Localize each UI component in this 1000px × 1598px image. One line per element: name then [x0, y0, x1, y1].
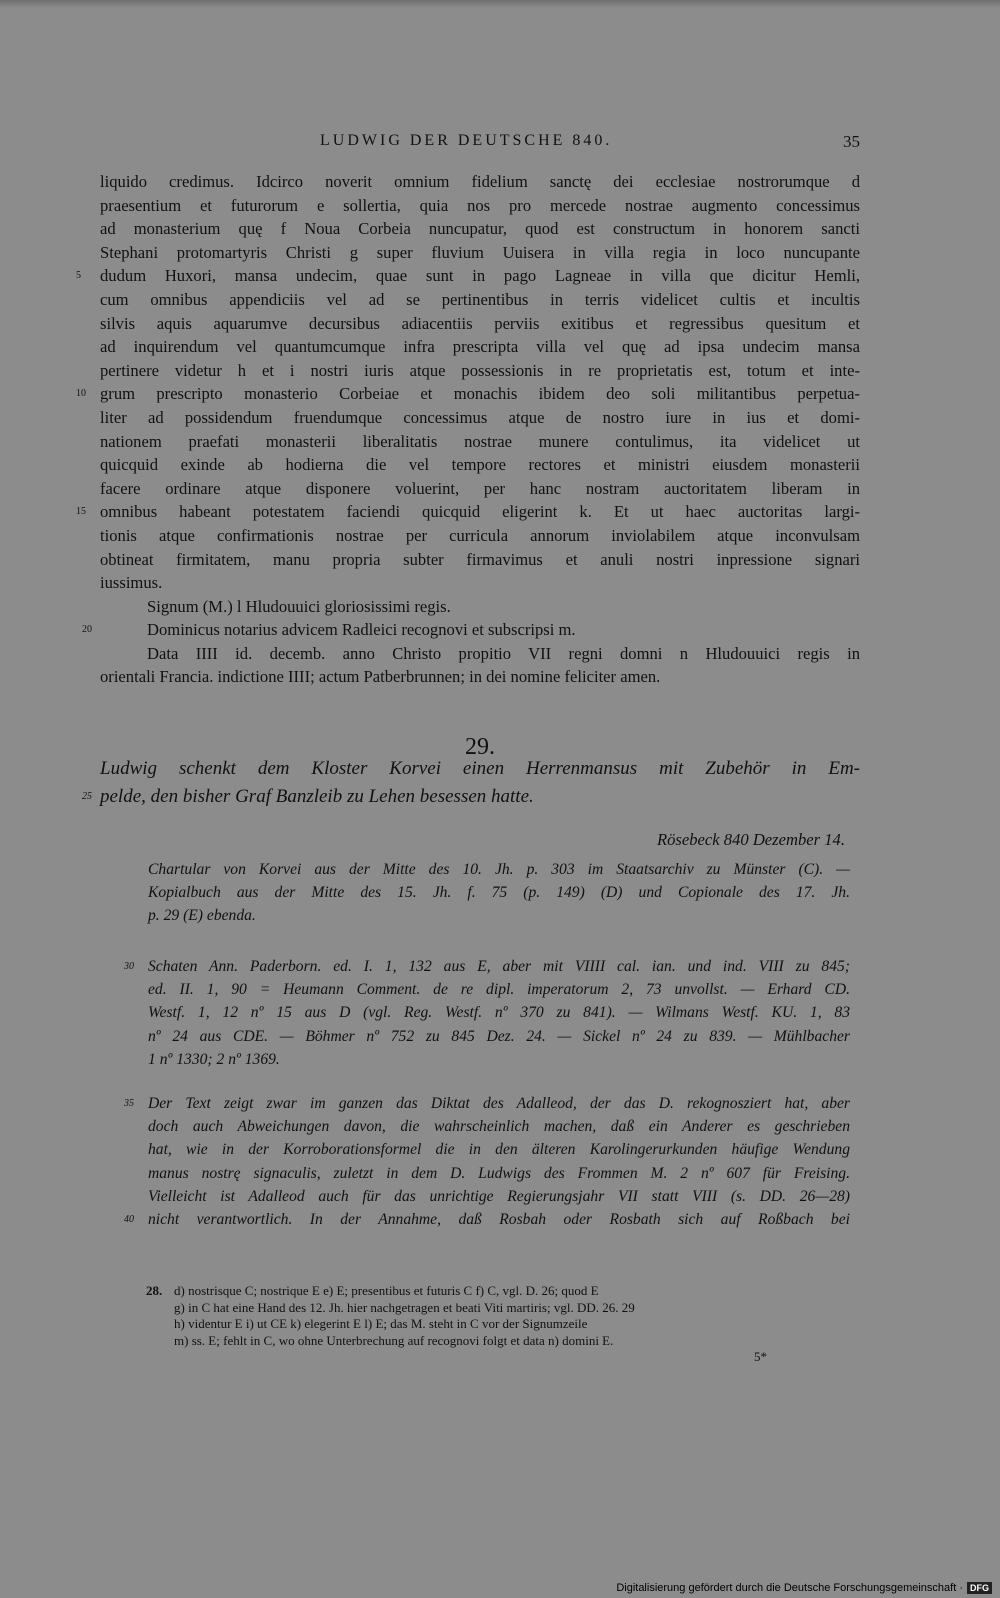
- line-text: hat, wie in der Korroborationsformel die in den älteren Karolingerurkunden häufige Wendung: [148, 1141, 850, 1159]
- edition-line: [124, 955, 850, 978]
- page-number: 35: [843, 132, 860, 151]
- text-line: [76, 264, 860, 288]
- text-line: [100, 217, 860, 241]
- text-line: [100, 312, 860, 336]
- line-text: obtineat firmitatem, manu propria subter firmavimus et anuli nostri inpressione signari: [100, 549, 860, 569]
- line-text: Dominicus notarius advicem Radleici recognovi et subscripsi m.: [147, 620, 576, 640]
- tradition-line: [148, 858, 850, 881]
- tradition-line: [148, 904, 850, 927]
- footnote-line: d) nostrisque C; nostrique E e) E; presentibus et futuris C f) C, vgl. D. 26; quod E: [174, 1283, 599, 1298]
- line-text: cum omnibus appendiciis vel ad se pertinentibus in terris videlicet cultis et incultis: [100, 289, 860, 309]
- document-28-text: [76, 170, 860, 689]
- line-text: tionis atque confirmationis nostrae per curricula annorum inviolabilem atque inconvulsam: [100, 525, 860, 545]
- line-text: nicht verantwortlich. In der Annahme, daß Rosbah oder Rosbath sich auf Roßbach bei: [148, 1210, 850, 1228]
- text-line: [100, 359, 860, 383]
- edition-line: [148, 1048, 850, 1071]
- line-text: ad monasterium quę f Noua Corbeia nuncupatur, quod est constructum in honorem sancti: [100, 219, 860, 239]
- text-line: [100, 571, 860, 595]
- footnote-line: h) videntur E i) ut CE k) elegerint E l) E; das M. steht in C vor der Signumzeile: [174, 1316, 588, 1331]
- line-text: liter ad possidendum fruendumque concessimus atque de nostro iure in ius et domi-: [100, 407, 860, 427]
- line-number: 25: [82, 791, 92, 802]
- document-number: 29.: [465, 734, 495, 760]
- commentary-line: [124, 1092, 850, 1115]
- edition-line: [148, 1001, 850, 1024]
- text-line: [100, 642, 860, 666]
- line-text: Ludwig schenkt dem Kloster Korvei einen Herrenmansus mit Zubehör in Em-: [100, 758, 860, 779]
- line-text: Westf. 1, 12 nº 15 aus D (vgl. Reg. Westf. nº 370 zu 841). — Wilmans Westf. KU. 1, 83: [148, 1004, 850, 1022]
- text-line: [100, 595, 860, 619]
- text-line: [100, 477, 860, 501]
- dfg-logo: DFG: [967, 1582, 992, 1594]
- text-line: [100, 335, 860, 359]
- edition-line: [148, 1025, 850, 1048]
- line-text: orientali Francia. indictione IIII; actum Patberbrunnen; in dei nomine feliciter amen.: [100, 667, 661, 687]
- line-text: facere ordinare atque disponere voluerint, per hanc nostram auctoritatem liberam in: [100, 478, 860, 498]
- line-text: dudum Huxori, mansa undecim, quae sunt in pago Lagneae in villa que dicitur Hemli,: [100, 266, 860, 286]
- line-text: Der Text zeigt zwar im ganzen das Diktat des Adalleod, der das D. rekognosziert hat, aber: [148, 1095, 850, 1112]
- line-text: manus nostrę signaculis, zuletzt in dem D. Ludwigs des Frommen M. 2 nº 607 für Freising.: [148, 1164, 850, 1182]
- commentary-line: [148, 1115, 850, 1138]
- line-number: 30: [124, 961, 134, 972]
- line-number: 10: [76, 388, 86, 400]
- tradition-line: [148, 881, 850, 904]
- line-text: Chartular von Korvei aus der Mitte des 10. Jh. p. 303 im Staatsarchiv zu Münster (C). —: [148, 861, 850, 878]
- footnotes: [146, 1283, 866, 1349]
- text-line: [100, 194, 860, 218]
- line-text: silvis aquis aquarumve decursibus adiacentiis perviis exitibus et regressibus quesitum et: [100, 313, 860, 333]
- digitization-credit[interactable]: [616, 1582, 992, 1594]
- edition-line: [148, 978, 850, 1001]
- commentary-line: [124, 1208, 850, 1231]
- document-rubric: [82, 755, 860, 811]
- credit-text: Digitalisierung gefördert durch die Deutsche Forschungsgemeinschaft ·: [616, 1582, 963, 1594]
- line-text: 1 nº 1330; 2 nº 1369.: [148, 1050, 280, 1068]
- line-text: grum prescripto monasterio Corbeiae et monachis ibidem deo soli militantibus perpetua-: [100, 384, 860, 404]
- line-number: 5: [76, 270, 81, 282]
- line-text: Data IIII id. decemb. anno Christo propitio VII regni domni n Hludouuici regis in: [147, 643, 860, 663]
- footnote-line: g) in C hat eine Hand des 12. Jh. hier nachgetragen et beati Viti martiris; vgl. DD. 26. 29: [174, 1299, 635, 1315]
- text-line: [100, 665, 860, 689]
- line-text: Vielleicht ist Adalleod auch für das unrichtige Regierungsjahr VII statt VIII (s. DD. 26—28): [148, 1187, 850, 1205]
- signature-mark: 5*: [754, 1349, 767, 1364]
- line-number: 40: [124, 1213, 134, 1225]
- line-text: praesentium et futurorum e sollertia, quia nos pro mercede nostrae augmento concessimus: [100, 195, 860, 215]
- line-text: pertinere videtur h et i nostri iuris atque possessionis in re proprietatis est, totum et inte-: [100, 360, 860, 380]
- line-text: ad inquirendum vel quantumcumque infra prescripta villa vel quę ad ipsa undecim mansa: [100, 337, 860, 357]
- footnote-line: m) ss. E; fehlt in C, wo ohne Unterbrechung auf recognovi folgt et data n) domini E.: [174, 1332, 614, 1348]
- line-text: Schaten Ann. Paderborn. ed. I. 1, 132 aus E, aber mit VIIII cal. ian. und ind. VIII zu 845;: [148, 958, 850, 975]
- line-text: p. 29 (E) ebenda.: [148, 907, 256, 925]
- text-line: [100, 430, 860, 454]
- commentary: [124, 1092, 850, 1231]
- text-line: [100, 288, 860, 312]
- footnote-label: 28.: [146, 1283, 163, 1298]
- commentary-line: [148, 1138, 850, 1161]
- date-place: Rösebeck 840 Dezember 14.: [656, 830, 845, 849]
- running-head: LUDWIG DER DEUTSCHE 840.: [320, 132, 613, 149]
- line-text: nº 24 aus CDE. — Böhmer nº 752 zu 845 Dez. 24. — Sickel nº 24 zu 839. — Mühlbacher: [148, 1027, 850, 1045]
- text-line: [100, 524, 860, 548]
- line-text: liquido credimus. Idcirco noverit omnium fidelium sanctę dei ecclesiae nostrorumque d: [100, 172, 860, 191]
- text-line: [100, 241, 860, 265]
- line-text: nationem praefati monasterii liberalitatis nostrae munere contulimus, ita videlicet ut: [100, 431, 860, 451]
- line-text: doch auch Abweichungen davon, die wahrscheinlich machen, daß ein Anderer es geschrieben: [148, 1118, 850, 1136]
- line-text: Kopialbuch aus der Mitte des 15. Jh. f. 75 (p. 149) (D) und Copionale des 17. Jh.: [148, 884, 850, 902]
- text-line: [100, 548, 860, 572]
- line-text: iussimus.: [100, 573, 163, 593]
- text-line: [100, 170, 860, 194]
- line-text: omnibus habeant potestatem faciendi quicquid eligerint k. Et ut haec auctoritas largi-: [100, 502, 860, 522]
- line-number: 35: [124, 1098, 134, 1109]
- rubric-line: [100, 755, 860, 783]
- line-text: quicquid exinde ab hodierna die vel tempore rectores et ministri eiusdem monasterii: [100, 455, 860, 475]
- text-line: [76, 500, 860, 524]
- running-header: [100, 132, 860, 156]
- text-line: [76, 382, 860, 406]
- text-line: [100, 453, 860, 477]
- line-text: Stephani protomartyris Christi g super fluvium Uuisera in villa regia in loco nuncupante: [100, 242, 860, 262]
- commentary-line: [148, 1185, 850, 1208]
- line-text: Signum (M.) l Hludouuici gloriosissimi regis.: [147, 596, 451, 616]
- line-text: pelde, den bisher Graf Banzleib zu Lehen besessen hatte.: [100, 786, 534, 807]
- editions: [124, 955, 850, 1071]
- text-line: [82, 618, 860, 642]
- rubric-line: [82, 783, 860, 811]
- line-text: ed. II. 1, 90 = Heumann Comment. de re dipl. imperatorum 2, 73 unvollst. — Erhard CD.: [148, 981, 850, 999]
- tradition: [148, 858, 850, 928]
- line-number: 20: [82, 624, 92, 636]
- line-number: 15: [76, 506, 86, 518]
- scan-edge: [0, 0, 1000, 8]
- commentary-line: [148, 1162, 850, 1185]
- text-line: [100, 406, 860, 430]
